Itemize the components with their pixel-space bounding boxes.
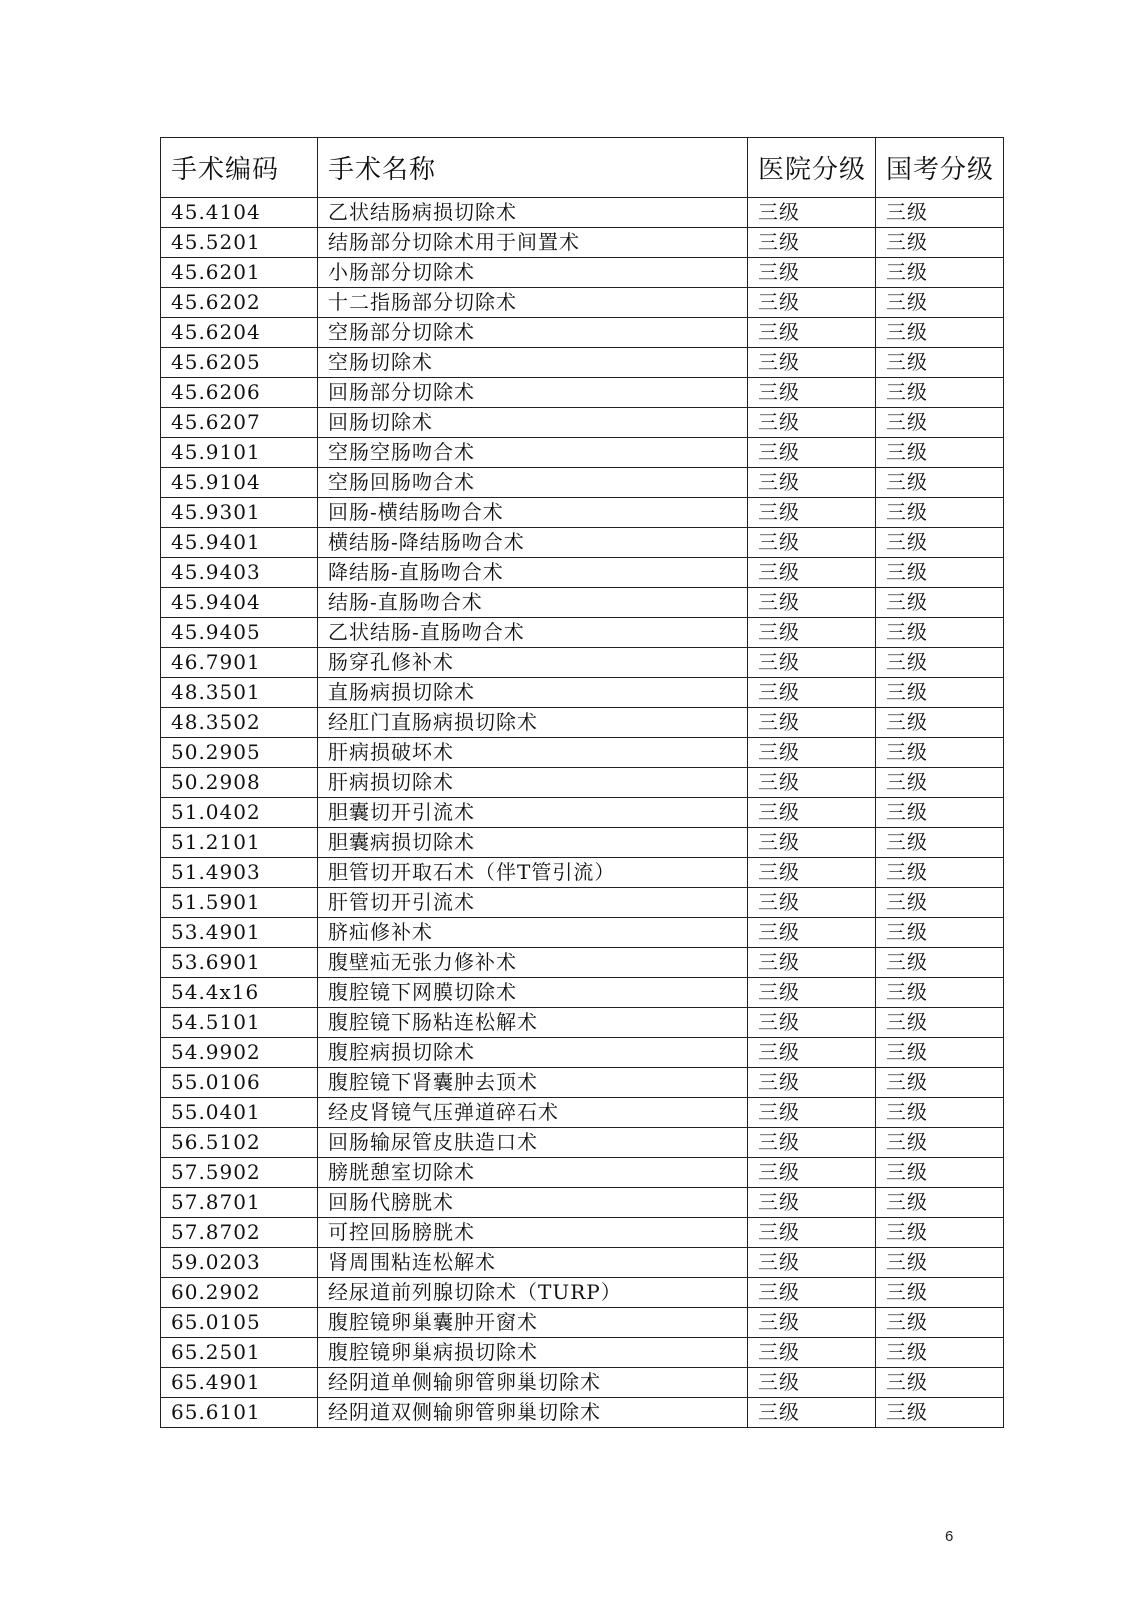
cell-surgery-code: 65.0105 (161, 1308, 318, 1338)
cell-surgery-name: 肝病损破坏术 (318, 738, 748, 768)
cell-national-grade: 三级 (876, 438, 1004, 468)
cell-surgery-name: 直肠病损切除术 (318, 678, 748, 708)
cell-surgery-code: 45.6202 (161, 288, 318, 318)
cell-surgery-name: 腹腔病损切除术 (318, 1038, 748, 1068)
header-national-grade: 国考分级 (876, 138, 1004, 198)
cell-national-grade: 三级 (876, 1068, 1004, 1098)
cell-surgery-code: 45.6205 (161, 348, 318, 378)
cell-national-grade: 三级 (876, 768, 1004, 798)
cell-surgery-code: 60.2902 (161, 1278, 318, 1308)
cell-surgery-code: 55.0401 (161, 1098, 318, 1128)
table-row (161, 318, 1004, 348)
table-row (161, 1128, 1004, 1158)
cell-hospital-grade: 三级 (748, 498, 876, 528)
cell-hospital-grade: 三级 (748, 828, 876, 858)
cell-national-grade: 三级 (876, 1158, 1004, 1188)
cell-surgery-name: 胆管切开取石术（伴T管引流） (318, 858, 748, 888)
header-surgery-name: 手术名称 (318, 138, 748, 198)
cell-surgery-name: 经阴道单侧输卵管卵巢切除术 (318, 1368, 748, 1398)
table-body (161, 198, 1004, 1428)
cell-national-grade: 三级 (876, 1098, 1004, 1128)
cell-surgery-name: 横结肠-降结肠吻合术 (318, 528, 748, 558)
cell-surgery-name: 脐疝修补术 (318, 918, 748, 948)
cell-hospital-grade: 三级 (748, 918, 876, 948)
table-row (161, 588, 1004, 618)
table-row (161, 498, 1004, 528)
cell-surgery-code: 45.9404 (161, 588, 318, 618)
cell-surgery-code: 45.9104 (161, 468, 318, 498)
cell-national-grade: 三级 (876, 918, 1004, 948)
cell-hospital-grade: 三级 (748, 558, 876, 588)
header-hospital-grade: 医院分级 (748, 138, 876, 198)
table-row (161, 1368, 1004, 1398)
table-row (161, 648, 1004, 678)
table-row (161, 258, 1004, 288)
table-row (161, 528, 1004, 558)
cell-surgery-code: 45.6207 (161, 408, 318, 438)
cell-surgery-code: 45.9301 (161, 498, 318, 528)
cell-national-grade: 三级 (876, 1128, 1004, 1158)
cell-national-grade: 三级 (876, 378, 1004, 408)
cell-hospital-grade: 三级 (748, 618, 876, 648)
table-row (161, 468, 1004, 498)
cell-surgery-name: 空肠回肠吻合术 (318, 468, 748, 498)
table-row (161, 888, 1004, 918)
cell-surgery-name: 空肠空肠吻合术 (318, 438, 748, 468)
cell-national-grade: 三级 (876, 978, 1004, 1008)
cell-hospital-grade: 三级 (748, 1188, 876, 1218)
cell-surgery-name: 腹腔镜下网膜切除术 (318, 978, 748, 1008)
table-row (161, 768, 1004, 798)
cell-surgery-code: 51.4903 (161, 858, 318, 888)
cell-surgery-code: 46.7901 (161, 648, 318, 678)
table-row (161, 1158, 1004, 1188)
cell-national-grade: 三级 (876, 798, 1004, 828)
cell-surgery-code: 45.6206 (161, 378, 318, 408)
cell-national-grade: 三级 (876, 318, 1004, 348)
cell-national-grade: 三级 (876, 1368, 1004, 1398)
table-row (161, 618, 1004, 648)
cell-surgery-name: 经尿道前列腺切除术（TURP） (318, 1278, 748, 1308)
cell-hospital-grade: 三级 (748, 258, 876, 288)
cell-surgery-code: 51.5901 (161, 888, 318, 918)
cell-surgery-name: 回肠部分切除术 (318, 378, 748, 408)
cell-surgery-name: 十二指肠部分切除术 (318, 288, 748, 318)
cell-surgery-name: 胆囊切开引流术 (318, 798, 748, 828)
cell-hospital-grade: 三级 (748, 468, 876, 498)
cell-surgery-code: 55.0106 (161, 1068, 318, 1098)
cell-surgery-code: 57.8702 (161, 1218, 318, 1248)
cell-hospital-grade: 三级 (748, 318, 876, 348)
cell-surgery-name: 腹腔镜下肠粘连松解术 (318, 1008, 748, 1038)
cell-surgery-name: 腹腔镜卵巢病损切除术 (318, 1338, 748, 1368)
cell-national-grade: 三级 (876, 678, 1004, 708)
cell-surgery-code: 53.6901 (161, 948, 318, 978)
cell-national-grade: 三级 (876, 408, 1004, 438)
cell-surgery-name: 可控回肠膀胱术 (318, 1218, 748, 1248)
table-row (161, 798, 1004, 828)
cell-hospital-grade: 三级 (748, 1248, 876, 1278)
cell-national-grade: 三级 (876, 1188, 1004, 1218)
cell-surgery-name: 腹壁疝无张力修补术 (318, 948, 748, 978)
cell-surgery-name: 腹腔镜下肾囊肿去顶术 (318, 1068, 748, 1098)
cell-hospital-grade: 三级 (748, 1068, 876, 1098)
cell-surgery-name: 胆囊病损切除术 (318, 828, 748, 858)
page-number: 6 (945, 1528, 954, 1545)
table-row (161, 1068, 1004, 1098)
cell-national-grade: 三级 (876, 648, 1004, 678)
cell-hospital-grade: 三级 (748, 738, 876, 768)
cell-national-grade: 三级 (876, 528, 1004, 558)
cell-national-grade: 三级 (876, 498, 1004, 528)
cell-hospital-grade: 三级 (748, 288, 876, 318)
header-surgery-code: 手术编码 (161, 138, 318, 198)
cell-national-grade: 三级 (876, 948, 1004, 978)
table-row (161, 288, 1004, 318)
table-row (161, 1248, 1004, 1278)
cell-surgery-name: 经皮肾镜气压弹道碎石术 (318, 1098, 748, 1128)
cell-national-grade: 三级 (876, 1398, 1004, 1428)
cell-hospital-grade: 三级 (748, 888, 876, 918)
cell-surgery-code: 45.6201 (161, 258, 318, 288)
cell-surgery-code: 45.6204 (161, 318, 318, 348)
cell-national-grade: 三级 (876, 1308, 1004, 1338)
cell-national-grade: 三级 (876, 228, 1004, 258)
cell-surgery-name: 膀胱憩室切除术 (318, 1158, 748, 1188)
cell-surgery-code: 45.9101 (161, 438, 318, 468)
cell-hospital-grade: 三级 (748, 948, 876, 978)
cell-hospital-grade: 三级 (748, 588, 876, 618)
cell-national-grade: 三级 (876, 888, 1004, 918)
table-row (161, 738, 1004, 768)
table-row (161, 438, 1004, 468)
cell-surgery-code: 57.5902 (161, 1158, 318, 1188)
cell-national-grade: 三级 (876, 468, 1004, 498)
cell-surgery-name: 肝病损切除术 (318, 768, 748, 798)
cell-surgery-name: 结肠部分切除术用于间置术 (318, 228, 748, 258)
table-header-row (161, 138, 1004, 198)
cell-national-grade: 三级 (876, 1008, 1004, 1038)
cell-hospital-grade: 三级 (748, 1218, 876, 1248)
cell-national-grade: 三级 (876, 258, 1004, 288)
cell-surgery-name: 肝管切开引流术 (318, 888, 748, 918)
table-row (161, 1038, 1004, 1068)
cell-surgery-code: 50.2908 (161, 768, 318, 798)
cell-surgery-name: 回肠代膀胱术 (318, 1188, 748, 1218)
table-row (161, 1008, 1004, 1038)
cell-hospital-grade: 三级 (748, 378, 876, 408)
table-row (161, 708, 1004, 738)
cell-surgery-name: 乙状结肠-直肠吻合术 (318, 618, 748, 648)
cell-hospital-grade: 三级 (748, 768, 876, 798)
cell-hospital-grade: 三级 (748, 1098, 876, 1128)
table-row (161, 858, 1004, 888)
cell-surgery-name: 经阴道双侧输卵管卵巢切除术 (318, 1398, 748, 1428)
cell-surgery-code: 45.9405 (161, 618, 318, 648)
cell-national-grade: 三级 (876, 558, 1004, 588)
cell-surgery-name: 结肠-直肠吻合术 (318, 588, 748, 618)
cell-hospital-grade: 三级 (748, 1038, 876, 1068)
cell-national-grade: 三级 (876, 588, 1004, 618)
table-row (161, 198, 1004, 228)
cell-hospital-grade: 三级 (748, 198, 876, 228)
cell-surgery-code: 59.0203 (161, 1248, 318, 1278)
cell-hospital-grade: 三级 (748, 1008, 876, 1038)
cell-surgery-code: 65.6101 (161, 1398, 318, 1428)
cell-hospital-grade: 三级 (748, 348, 876, 378)
cell-surgery-code: 65.2501 (161, 1338, 318, 1368)
cell-surgery-name: 小肠部分切除术 (318, 258, 748, 288)
table-row (161, 1218, 1004, 1248)
cell-hospital-grade: 三级 (748, 408, 876, 438)
cell-surgery-name: 腹腔镜卵巢囊肿开窗术 (318, 1308, 748, 1338)
surgery-grading-table (160, 137, 1004, 1428)
cell-hospital-grade: 三级 (748, 1128, 876, 1158)
cell-surgery-code: 48.3501 (161, 678, 318, 708)
cell-national-grade: 三级 (876, 288, 1004, 318)
cell-surgery-name: 经肛门直肠病损切除术 (318, 708, 748, 738)
table-row (161, 228, 1004, 258)
cell-surgery-name: 空肠部分切除术 (318, 318, 748, 348)
cell-surgery-code: 54.5101 (161, 1008, 318, 1038)
table-row (161, 1308, 1004, 1338)
cell-hospital-grade: 三级 (748, 438, 876, 468)
table-row (161, 1188, 1004, 1218)
cell-national-grade: 三级 (876, 348, 1004, 378)
cell-surgery-name: 回肠切除术 (318, 408, 748, 438)
cell-surgery-code: 51.0402 (161, 798, 318, 828)
cell-surgery-name: 回肠输尿管皮肤造口术 (318, 1128, 748, 1158)
cell-surgery-code: 53.4901 (161, 918, 318, 948)
cell-hospital-grade: 三级 (748, 1158, 876, 1188)
cell-national-grade: 三级 (876, 828, 1004, 858)
table-row (161, 1338, 1004, 1368)
cell-surgery-code: 50.2905 (161, 738, 318, 768)
table-row (161, 948, 1004, 978)
cell-surgery-code: 56.5102 (161, 1128, 318, 1158)
cell-surgery-code: 54.4x16 (161, 978, 318, 1008)
cell-hospital-grade: 三级 (748, 528, 876, 558)
cell-national-grade: 三级 (876, 1038, 1004, 1068)
cell-surgery-name: 降结肠-直肠吻合术 (318, 558, 748, 588)
table-row (161, 348, 1004, 378)
cell-hospital-grade: 三级 (748, 798, 876, 828)
cell-hospital-grade: 三级 (748, 678, 876, 708)
cell-surgery-code: 51.2101 (161, 828, 318, 858)
cell-hospital-grade: 三级 (748, 1398, 876, 1428)
cell-national-grade: 三级 (876, 738, 1004, 768)
cell-surgery-code: 45.9403 (161, 558, 318, 588)
table-row (161, 1398, 1004, 1428)
cell-hospital-grade: 三级 (748, 1308, 876, 1338)
cell-hospital-grade: 三级 (748, 1368, 876, 1398)
cell-surgery-name: 肠穿孔修补术 (318, 648, 748, 678)
table-row (161, 558, 1004, 588)
cell-surgery-name: 空肠切除术 (318, 348, 748, 378)
table-row (161, 678, 1004, 708)
cell-surgery-code: 45.5201 (161, 228, 318, 258)
table-row (161, 978, 1004, 1008)
cell-national-grade: 三级 (876, 858, 1004, 888)
cell-national-grade: 三级 (876, 1248, 1004, 1278)
cell-national-grade: 三级 (876, 198, 1004, 228)
cell-surgery-name: 回肠-横结肠吻合术 (318, 498, 748, 528)
table-row (161, 828, 1004, 858)
cell-hospital-grade: 三级 (748, 1338, 876, 1368)
cell-national-grade: 三级 (876, 1218, 1004, 1248)
cell-hospital-grade: 三级 (748, 1278, 876, 1308)
cell-surgery-code: 45.9401 (161, 528, 318, 558)
cell-surgery-code: 54.9902 (161, 1038, 318, 1068)
cell-hospital-grade: 三级 (748, 978, 876, 1008)
cell-national-grade: 三级 (876, 1278, 1004, 1308)
table-row (161, 408, 1004, 438)
cell-surgery-code: 65.4901 (161, 1368, 318, 1398)
table-row (161, 1278, 1004, 1308)
cell-surgery-name: 肾周围粘连松解术 (318, 1248, 748, 1278)
cell-hospital-grade: 三级 (748, 858, 876, 888)
cell-surgery-code: 45.4104 (161, 198, 318, 228)
cell-national-grade: 三级 (876, 618, 1004, 648)
table-row (161, 1098, 1004, 1128)
cell-hospital-grade: 三级 (748, 708, 876, 738)
cell-national-grade: 三级 (876, 1338, 1004, 1368)
cell-surgery-code: 57.8701 (161, 1188, 318, 1218)
cell-hospital-grade: 三级 (748, 648, 876, 678)
table-row (161, 918, 1004, 948)
cell-surgery-code: 48.3502 (161, 708, 318, 738)
cell-surgery-name: 乙状结肠病损切除术 (318, 198, 748, 228)
cell-national-grade: 三级 (876, 708, 1004, 738)
cell-hospital-grade: 三级 (748, 228, 876, 258)
table-row (161, 378, 1004, 408)
